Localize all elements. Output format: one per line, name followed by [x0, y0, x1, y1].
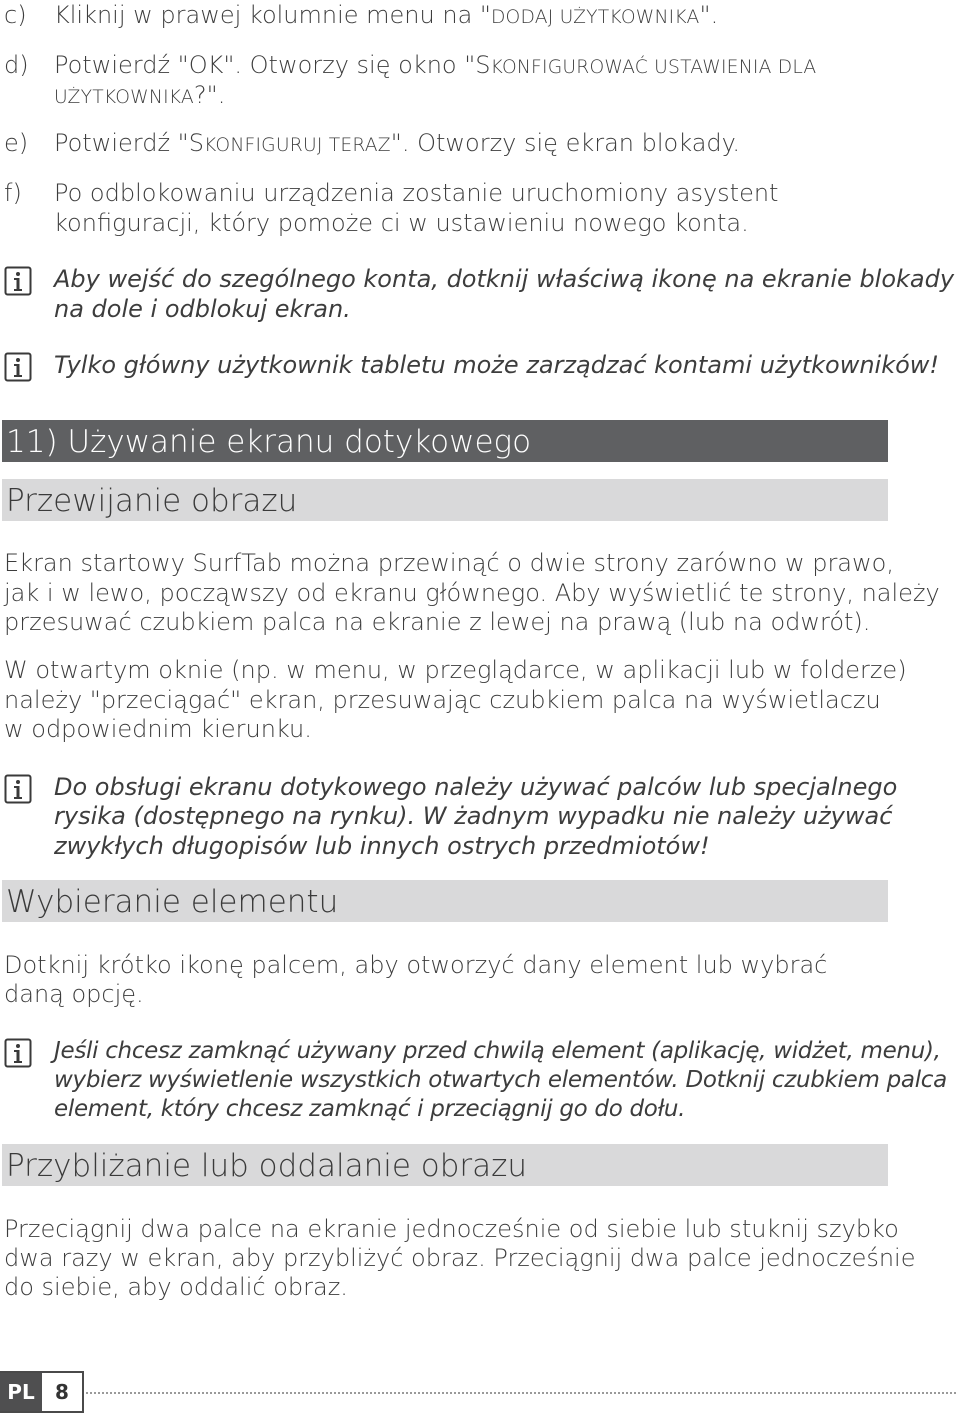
chapter-heading-bar: [2, 420, 888, 462]
paragraph-line: Dotknij krótko ikonę palcem, aby otworzyć dany element lub wybrać: [4, 951, 828, 979]
section-title-select: Wybieranie elementu: [6, 884, 339, 920]
paragraph-line: dwa razy w ekran, aby przybliżyć obraz. Przeciągnij dwa palce jednocześnie: [4, 1244, 916, 1272]
paragraph-line: należy "przeciągać" ekran, przesuwając czubkiem palca na wyświetlaczu: [4, 686, 881, 714]
paragraph-line: W otwartym oknie (np. w menu, w przeglądarce, w aplikacji lub w folderze): [4, 656, 907, 684]
section-heading-scroll: [2, 479, 888, 521]
step-c-label: c): [4, 1, 27, 29]
small-caps-text: KONFIGUROWAĆ USTAWIENIA DLA: [490, 57, 817, 78]
note-close-line3: element, który chcesz zamknąć i przeciągnij go do dołu.: [54, 1096, 686, 1122]
paragraph-line: daną opcję.: [4, 980, 144, 1008]
step-c-text: Kliknij w prawej kolumnie menu na "DODAJ UŻYTKOWNIKA".: [54, 1, 719, 29]
note-touch-line1: Do obsługi ekranu dotykowego należy używać palców lub specjalnego: [54, 773, 898, 801]
paragraph-line: jak i w lewo, począwszy od ekranu głównego. Aby wyświetlić te strony, należy: [4, 579, 940, 607]
step-f-label: f): [4, 179, 22, 207]
small-caps-text: DODAJ UŻYTKOWNIKA: [490, 7, 700, 28]
paragraph-line: Ekran startowy SurfTab można przewinąć o dwie strony zarówno w prawo,: [4, 549, 894, 577]
paragraph-line: Przeciągnij dwa palce na ekranie jednocześnie od siebie lub stuknij szybko: [4, 1215, 899, 1243]
step-f-text-line1: Po odblokowaniu urządzenia zostanie uruchomiony asystent: [54, 179, 779, 207]
note-main-user: Tylko główny użytkownik tabletu może zarządzać kontami użytkowników!: [54, 351, 940, 379]
section-heading-zoom: [2, 1144, 888, 1186]
step-e-text: Potwierdź "SKONFIGURUJ TERAZ". Otworzy się ekran blokady.: [54, 129, 741, 157]
info-icon: [4, 774, 32, 804]
note-account-line2: na dole i odblokuj ekran.: [54, 295, 351, 323]
info-icon: [4, 1038, 32, 1068]
small-caps-text: KONFIGURUJ TERAZ: [203, 135, 391, 156]
section-title-zoom: Przybliżanie lub oddalanie obrazu: [6, 1148, 528, 1184]
chapter-title: 11) Używanie ekranu dotykowego: [6, 424, 532, 460]
note-close-line2: wybierz wyświetlenie wszystkich otwartych elementów. Dotknij czubkiem palca: [54, 1067, 947, 1093]
step-f-text-line2: konfiguracji, który pomoże ci w ustawieniu nowego konta.: [54, 209, 749, 237]
note-touch-line3: zwykłych długopisów lub innych ostrych przedmiotów!: [54, 832, 710, 860]
page-footer-badge: [0, 1371, 84, 1413]
paragraph-line: do siebie, aby oddalić obraz.: [4, 1273, 348, 1301]
language-code: PL: [0, 1373, 42, 1411]
small-caps-text: UŻYTKOWNIKA: [54, 87, 194, 108]
step-d-label: d): [4, 51, 29, 79]
paragraph-line: w odpowiednim kierunku.: [4, 715, 312, 743]
note-close-line1: Jeśli chcesz zamknąć używany przed chwilą element (aplikację, widżet, menu),: [54, 1038, 941, 1064]
step-d-text-line1: Potwierdź "OK". Otworzy się okno "SKONFIGUROWAĆ USTAWIENIA DLA: [54, 51, 817, 79]
footer-dotted-rule: [86, 1392, 956, 1394]
note-account-line1: Aby wejść do szególnego konta, dotknij właściwą ikonę na ekranie blokady: [54, 265, 955, 293]
info-icon: [4, 352, 32, 382]
info-icon: [4, 266, 32, 296]
section-title-scroll: Przewijanie obrazu: [6, 483, 298, 519]
step-d-text-line2: UŻYTKOWNIKA?".: [54, 81, 226, 109]
page-number: 8: [55, 1380, 69, 1404]
step-e-label: e): [4, 129, 29, 157]
note-touch-line2: rysika (dostępnego na rynku). W żadnym wypadku nie należy używać: [54, 802, 893, 830]
paragraph-line: przesuwać czubkiem palca na ekranie z lewej na prawą (lub na odwrót).: [4, 608, 871, 636]
section-heading-select: [2, 880, 888, 922]
